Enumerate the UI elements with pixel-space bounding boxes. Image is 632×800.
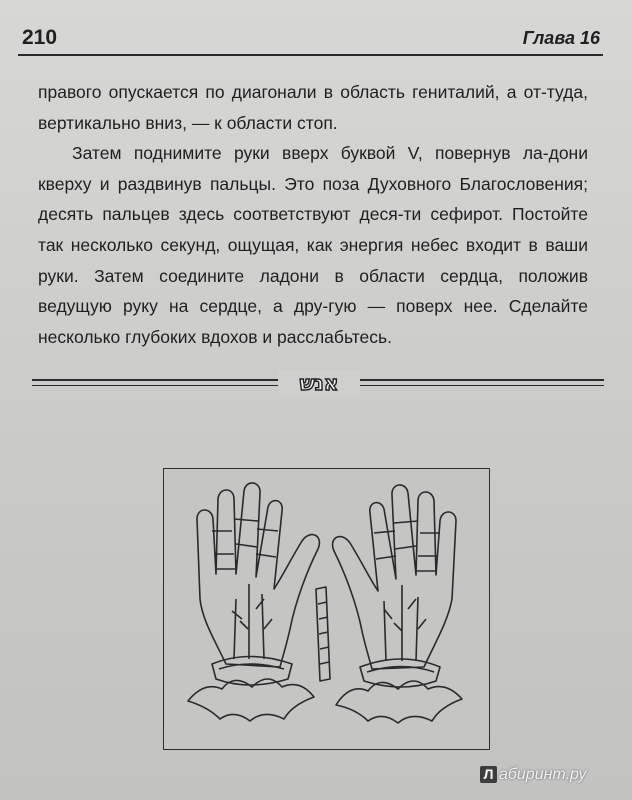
labirint-logo-icon: Л — [480, 766, 497, 783]
hands-illustration-icon — [164, 469, 489, 749]
hebrew-ornament-icon — [278, 370, 360, 396]
page-number: 210 — [22, 26, 58, 49]
page-header — [22, 26, 600, 52]
watermark-text: абиринт.ру — [499, 766, 587, 783]
header-rule — [18, 54, 603, 56]
labirint-watermark — [480, 766, 586, 784]
hands-figure — [163, 468, 490, 750]
chapter-title: Глава 16 — [522, 28, 600, 48]
paragraph-1: правого опускается по диагонали в область гениталий, а от-туда, вертикально вниз, — к области стоп. — [38, 82, 588, 133]
svg-text:אנש: אנש — [299, 371, 339, 395]
paragraph-2: Затем поднимите руки вверх буквой V, повернув ла-дони кверху и раздвинув пальцы. Это поза Духовного Благословения; десять пальцев здесь соответствуют деся-ти сефирот. Постойте так несколько секунд, ощущая, как энергия небес входит в ваши руки. Затем соедините ладони в области сердца, положив ведущую руку на сердце, а дру-гую — поверх нее. Сделайте несколько глубоких вдохов и расслабьтесь. — [38, 143, 588, 347]
section-divider — [32, 371, 604, 395]
body-text — [38, 77, 588, 352]
